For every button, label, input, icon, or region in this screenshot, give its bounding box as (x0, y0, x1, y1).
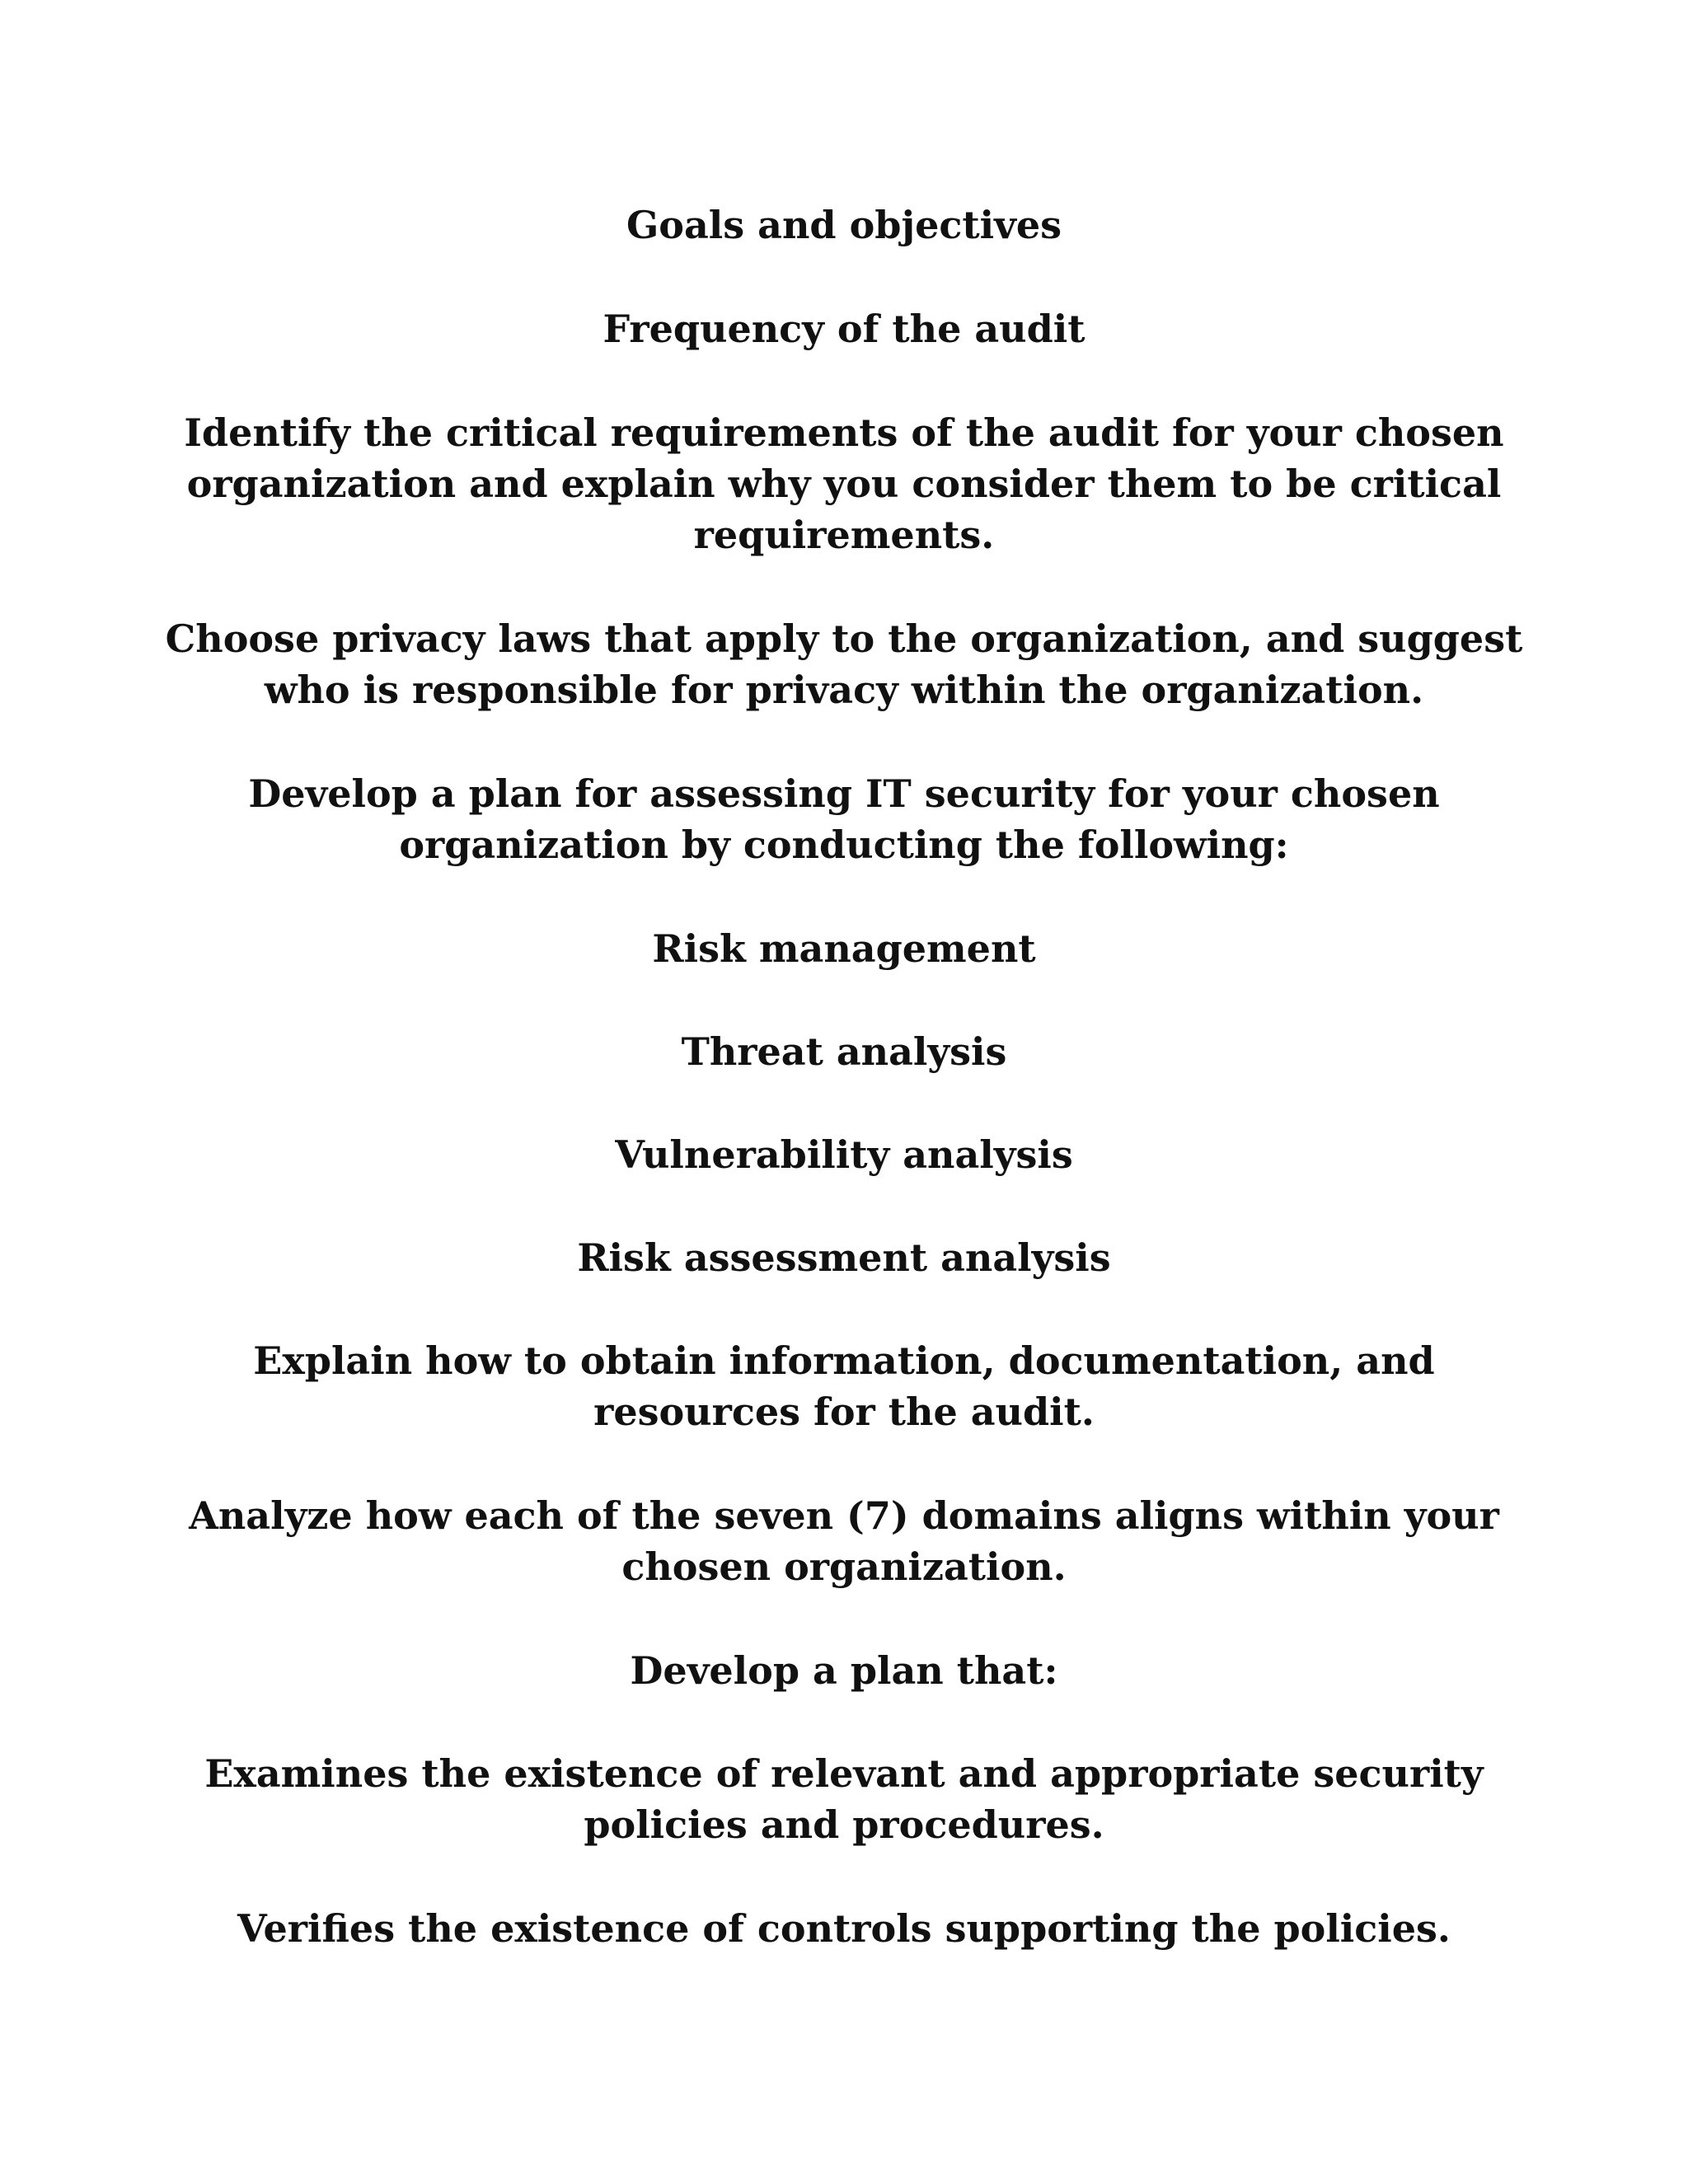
paragraph-goals (165, 199, 1523, 251)
paragraph-develop-plan (165, 1645, 1523, 1696)
text-line: Develop a plan that: (630, 1648, 1058, 1693)
text-line: Choose privacy laws that apply to the organization, and suggest (165, 616, 1523, 661)
text-line: policies and procedures. (584, 1802, 1104, 1847)
text-line: chosen organization. (621, 1544, 1067, 1589)
paragraph-frequency (165, 303, 1523, 354)
text-line: Analyze how each of the seven (7) domains aligns within your (189, 1493, 1499, 1538)
paragraph-vulnerability-analysis (165, 1129, 1523, 1180)
paragraph-risk-assessment (165, 1232, 1523, 1283)
text-line: Examines the existence of relevant and appropriate security (204, 1751, 1484, 1796)
paragraph-threat-analysis (165, 1026, 1523, 1077)
paragraph-verifies-controls (165, 1903, 1523, 1954)
paragraph-assessment-plan (165, 768, 1523, 870)
text-line: Risk management (652, 926, 1036, 971)
paragraph-critical-requirements (165, 407, 1523, 560)
paragraph-seven-domains (165, 1490, 1523, 1592)
text-line: Identify the critical requirements of the audit for your chosen (184, 410, 1504, 455)
text-line: Risk assessment analysis (577, 1235, 1111, 1280)
paragraph-risk-management (165, 923, 1523, 974)
text-line: Verifies the existence of controls supporting the policies. (237, 1906, 1451, 1951)
paragraph-privacy-laws (165, 613, 1523, 715)
text-line: organization and explain why you consider them to be critical (186, 462, 1502, 506)
text-line: who is responsible for privacy within the organization. (264, 668, 1424, 712)
text-line: Goals and objectives (626, 203, 1062, 247)
text-line: Frequency of the audit (603, 307, 1085, 351)
text-line: Develop a plan for assessing IT security for your chosen (248, 771, 1440, 816)
text-line: Threat analysis (681, 1029, 1007, 1074)
paragraph-examines-policies (165, 1748, 1523, 1850)
text-line: Explain how to obtain information, documentation, and (253, 1338, 1435, 1383)
text-line: requirements. (693, 513, 995, 557)
text-line: resources for the audit. (593, 1390, 1095, 1434)
text-line: organization by conducting the following: (399, 823, 1289, 867)
paragraph-obtain-information (165, 1335, 1523, 1437)
text-line: Vulnerability analysis (615, 1132, 1073, 1177)
